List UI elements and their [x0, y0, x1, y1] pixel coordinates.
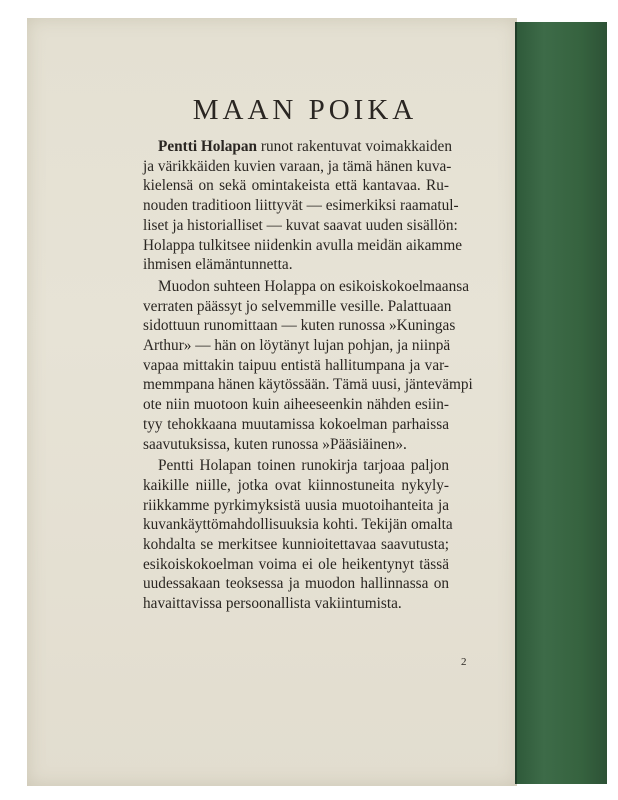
text-line: Muodon suhteen Holappa on esikoiskokoelmaansa	[158, 277, 469, 295]
text-line: esikoiskokoelman voima ei ole heikentynyt tässä	[143, 555, 449, 573]
paragraph	[143, 456, 453, 614]
paragraph	[143, 137, 463, 275]
text-line: riikkamme pyrkimyksistä uusia muotoihanteita ja	[143, 496, 449, 514]
text-line: liset ja historialliset — kuvat saavat uuden sisällön:	[143, 216, 458, 234]
text-line: ihmisen elämäntunnetta.	[143, 256, 293, 274]
page-number: 2	[461, 656, 467, 668]
text-line: tyy tehokkaana muutamissa kokoelman parhaissa	[143, 415, 449, 433]
text-line-rest: runot rakentuvat voimakkaiden	[260, 138, 452, 155]
text-line: sidottuun runomittaan — kuten runossa »Kuningas	[143, 317, 456, 335]
paragraph	[143, 277, 473, 454]
text-line: nouden traditioon liittyvät — esimerkiksi raamatul-	[143, 197, 459, 215]
text-line: ja värikkäiden kuvien varaan, ja tämä hänen kuva-	[143, 157, 452, 175]
book-spine	[515, 22, 607, 784]
text-line: kielensä on sekä omintakeista että kantavaa. Ru-	[143, 177, 449, 195]
text-line: Holappa tulkitsee niidenkin avulla meidän aikamme	[143, 236, 463, 254]
text-line: vapaa mittakin taipuu entistä hallitumpana ja var-	[143, 356, 449, 374]
text-line: kohdalta se merkitsee kunnioitettavaa saavutusta;	[143, 536, 449, 554]
author-name: Pentti Holapan	[158, 138, 258, 155]
text-line: Pentti Holapan toinen runokirja tarjoaa paljon	[158, 457, 449, 475]
text-line: kaikille niille, jotka ovat kiinnostuneita nykyly-	[143, 476, 449, 494]
blurb-text	[143, 137, 473, 616]
book-title: MAAN POIKA	[192, 94, 418, 126]
text-line: memmpana hänen käytössään. Tämä uusi, jäntevämpi	[143, 376, 473, 394]
text-line: saavutuksissa, kuten runossa »Pääsiäinen».	[143, 435, 407, 453]
text-line: uudessakaan teoksessa ja muodon hallinnassa on	[143, 575, 449, 593]
text-line: ote niin muotoon kuin aiheeseenkin nähden esiin-	[143, 396, 449, 414]
text-line: kuvankäyttömahdollisuuksia kohti. Tekijän omalta	[143, 516, 453, 534]
text-line: verraten päässyt jo selvemmille vesille. Palattuaan	[143, 297, 452, 315]
text-line	[143, 137, 452, 157]
text-line: Arthur» — hän on löytänyt lujan pohjan, ja niinpä	[143, 337, 451, 355]
text-line: havaittavissa persoonallista vakiintumista.	[143, 595, 402, 613]
